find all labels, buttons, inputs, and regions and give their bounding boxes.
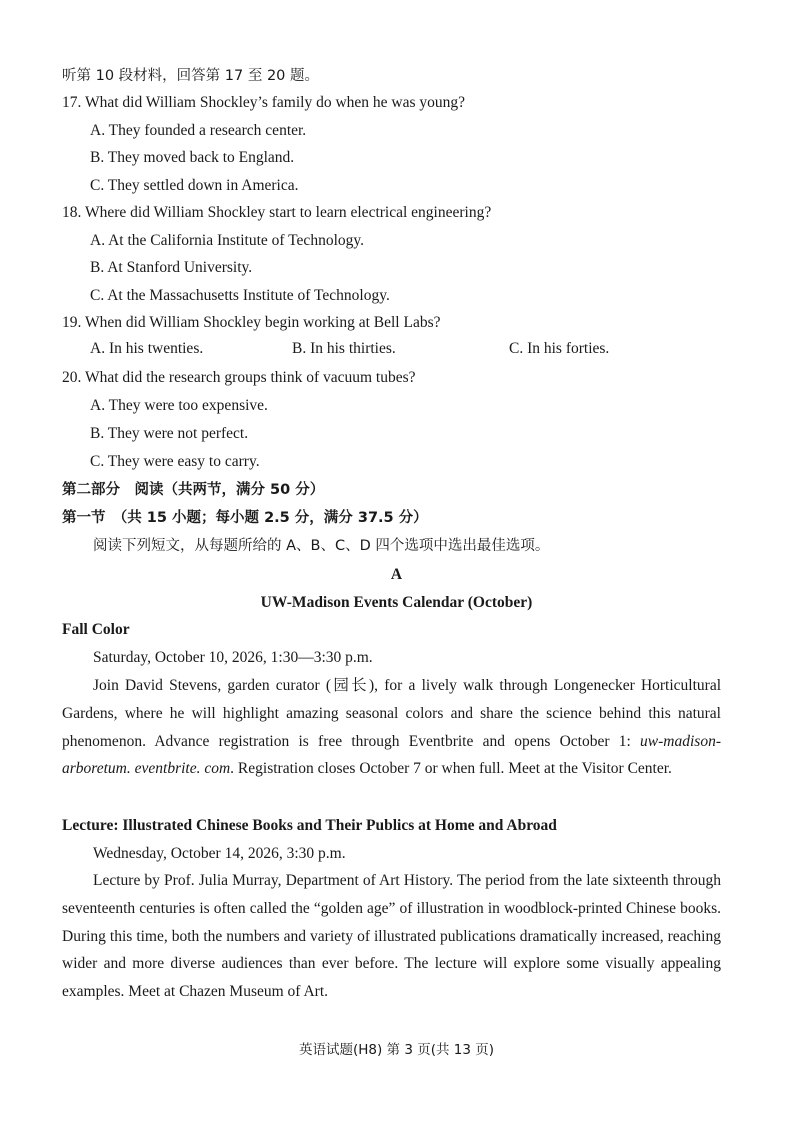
question-20-option-b: B. They were not perfect. — [90, 425, 249, 442]
event-2-title: Lecture: Illustrated Chinese Books and Their Publics at Home and Abroad — [62, 817, 557, 834]
question-18-option-a: A. At the California Institute of Technology. — [90, 232, 364, 249]
question-17-option-b: B. They moved back to England. — [90, 149, 295, 166]
question-17-stem: 17. What did William Shockley’s family do when he was young? — [62, 94, 466, 111]
reading-instruction: 阅读下列短文，从每题所给的 A、B、C、D 四个选项中选出最佳选项。 — [93, 538, 550, 554]
question-18-stem: 18. Where did William Shockley start to learn electrical engineering? — [62, 204, 492, 221]
page-footer: 英语试题(H8) 第 3 页(共 13 页) — [298, 1042, 495, 1058]
question-19-stem: 19. When did William Shockley begin working at Bell Labs? — [62, 314, 441, 331]
question-20-option-c: C. They were easy to carry. — [90, 453, 260, 470]
passage-title: UW-Madison Events Calendar (October) — [260, 594, 533, 611]
question-18-option-b: B. At Stanford University. — [90, 259, 253, 276]
reading-part-title: 第二部分 阅读（共两节，满分 50 分） — [62, 482, 325, 498]
event-1-description — [62, 672, 721, 783]
event-1-body-pre: Join David Stevens, garden curator (园长), for a lively walk through Longenecker Horticultural Gardens, where he will highlight amazing seasonal colors and share the science behind this natural phenomenon. Advance registration is free through Eventbrite and opens October 1: — [62, 677, 721, 750]
event-1-datetime: Saturday, October 10, 2026, 1:30—3:30 p.m. — [93, 649, 373, 666]
reading-section-title: 第一节 （共 15 小题；每小题 2.5 分，满分 37.5 分） — [62, 510, 428, 526]
question-19-option-b: B. In his thirties. — [292, 340, 396, 357]
event-2-datetime: Wednesday, October 14, 2026, 3:30 p.m. — [93, 845, 346, 862]
listening-instruction: 听第 10 段材料，回答第 17 至 20 题。 — [62, 68, 320, 84]
question-19-options — [90, 340, 730, 360]
question-17-option-a: A. They founded a research center. — [90, 122, 307, 139]
question-20-stem: 20. What did the research groups think of vacuum tubes? — [62, 369, 416, 386]
event-1-registration-link[interactable]: uw-madison-arboretum. eventbrite. com — [62, 732, 721, 778]
event-1-body-post: . Registration closes October 7 or when full. Meet at the Visitor Center. — [230, 760, 672, 778]
event-1-title: Fall Color — [62, 621, 130, 638]
question-20-option-a: A. They were too expensive. — [90, 397, 268, 414]
question-17-option-c: C. They settled down in America. — [90, 177, 299, 194]
question-19-option-a: A. In his twenties. — [90, 340, 204, 357]
passage-label: A — [390, 566, 403, 583]
question-19-option-c: C. In his forties. — [509, 340, 610, 357]
event-2-description: Lecture by Prof. Julia Murray, Department of Art History. The period from the late sixteenth through seventeenth centuries is often called the “golden age” of illustration in woodblock-printed Chinese books. During this time, both the numbers and variety of illustrated publications dramatically increased, reaching wider and more diverse audiences than ever before. The lecture will explore some visually appealing examples. Meet at Chazen Museum of Art. — [62, 872, 721, 1001]
question-18-option-c: C. At the Massachusetts Institute of Technology. — [90, 287, 390, 304]
